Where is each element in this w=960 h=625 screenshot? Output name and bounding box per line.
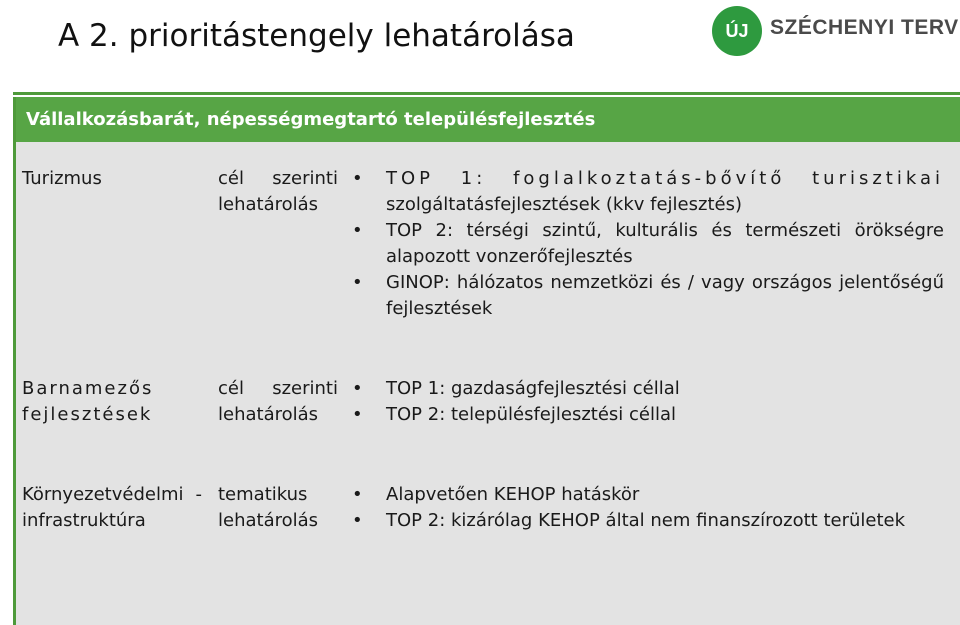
logo-badge-icon: ÚJ [712,6,762,56]
list-item [352,482,944,508]
bullet-icon: • [352,378,363,399]
bullet-text: TOP 2: településfejlesztési céllal [386,404,677,425]
row-type-turizmus: cél szerinti lehatárolás [218,168,338,215]
row-type-kornyezetvedelmi: tematikus lehatárolás [218,484,319,531]
list-item [352,270,944,322]
list-item [352,218,944,270]
list-item [352,402,944,428]
list-item [352,508,944,534]
bullet-icon: • [352,404,363,425]
row-label-text: Környezetvédelmi - infrastruktúra [22,484,202,531]
row-label-text: Barnamezős fejlesztések [22,378,154,425]
bullet-text: TOP 1: gazdaságfejlesztési céllal [386,378,680,399]
bullet-icon: • [352,484,363,505]
bullet-text: TOP 2: kizárólag KEHOP által nem finanszírozott területek [386,510,906,531]
row-type-barnamezos: cél szerinti lehatárolás [218,378,338,425]
bullet-icon: • [352,272,363,293]
bullet-icon: • [352,220,363,241]
page-title: A 2. prioritástengely lehatárolása [58,18,575,54]
szechenyi-terv-logo [712,6,959,66]
bullet-icon: • [352,168,363,189]
logo-text: SZÉCHENYI TERV [770,16,959,39]
row-bullets-kornyezetvedelmi [352,482,944,534]
bullet-text-lead: TOP 1: foglalkoztatás-bővítő turisztikai [386,168,944,189]
panel-divider [13,92,960,95]
list-item [352,376,944,402]
row-label-turizmus: Turizmus [22,168,102,189]
section-header: Vállalkozásbarát, népességmegtartó településfejlesztés [16,97,960,142]
bullet-icon: • [352,510,363,531]
row-bullets-turizmus [352,166,944,322]
row-bullets-barnamezos [352,376,944,428]
row-label-kornyezetvedelmi [22,482,202,534]
bullet-text-rest: szolgáltatásfejlesztések (kkv fejlesztés) [386,194,742,215]
bullet-text: TOP 2: térségi szintű, kulturális és természeti örökségre alapozott vonzerőfejlesztés [386,220,944,267]
bullet-text: Alapvetően KEHOP hatáskör [386,484,640,505]
list-item [352,166,944,218]
bullet-text: GINOP: hálózatos nemzetközi és / vagy országos jelentőségű fejlesztések [386,272,944,319]
row-label-barnamezos [22,376,202,428]
